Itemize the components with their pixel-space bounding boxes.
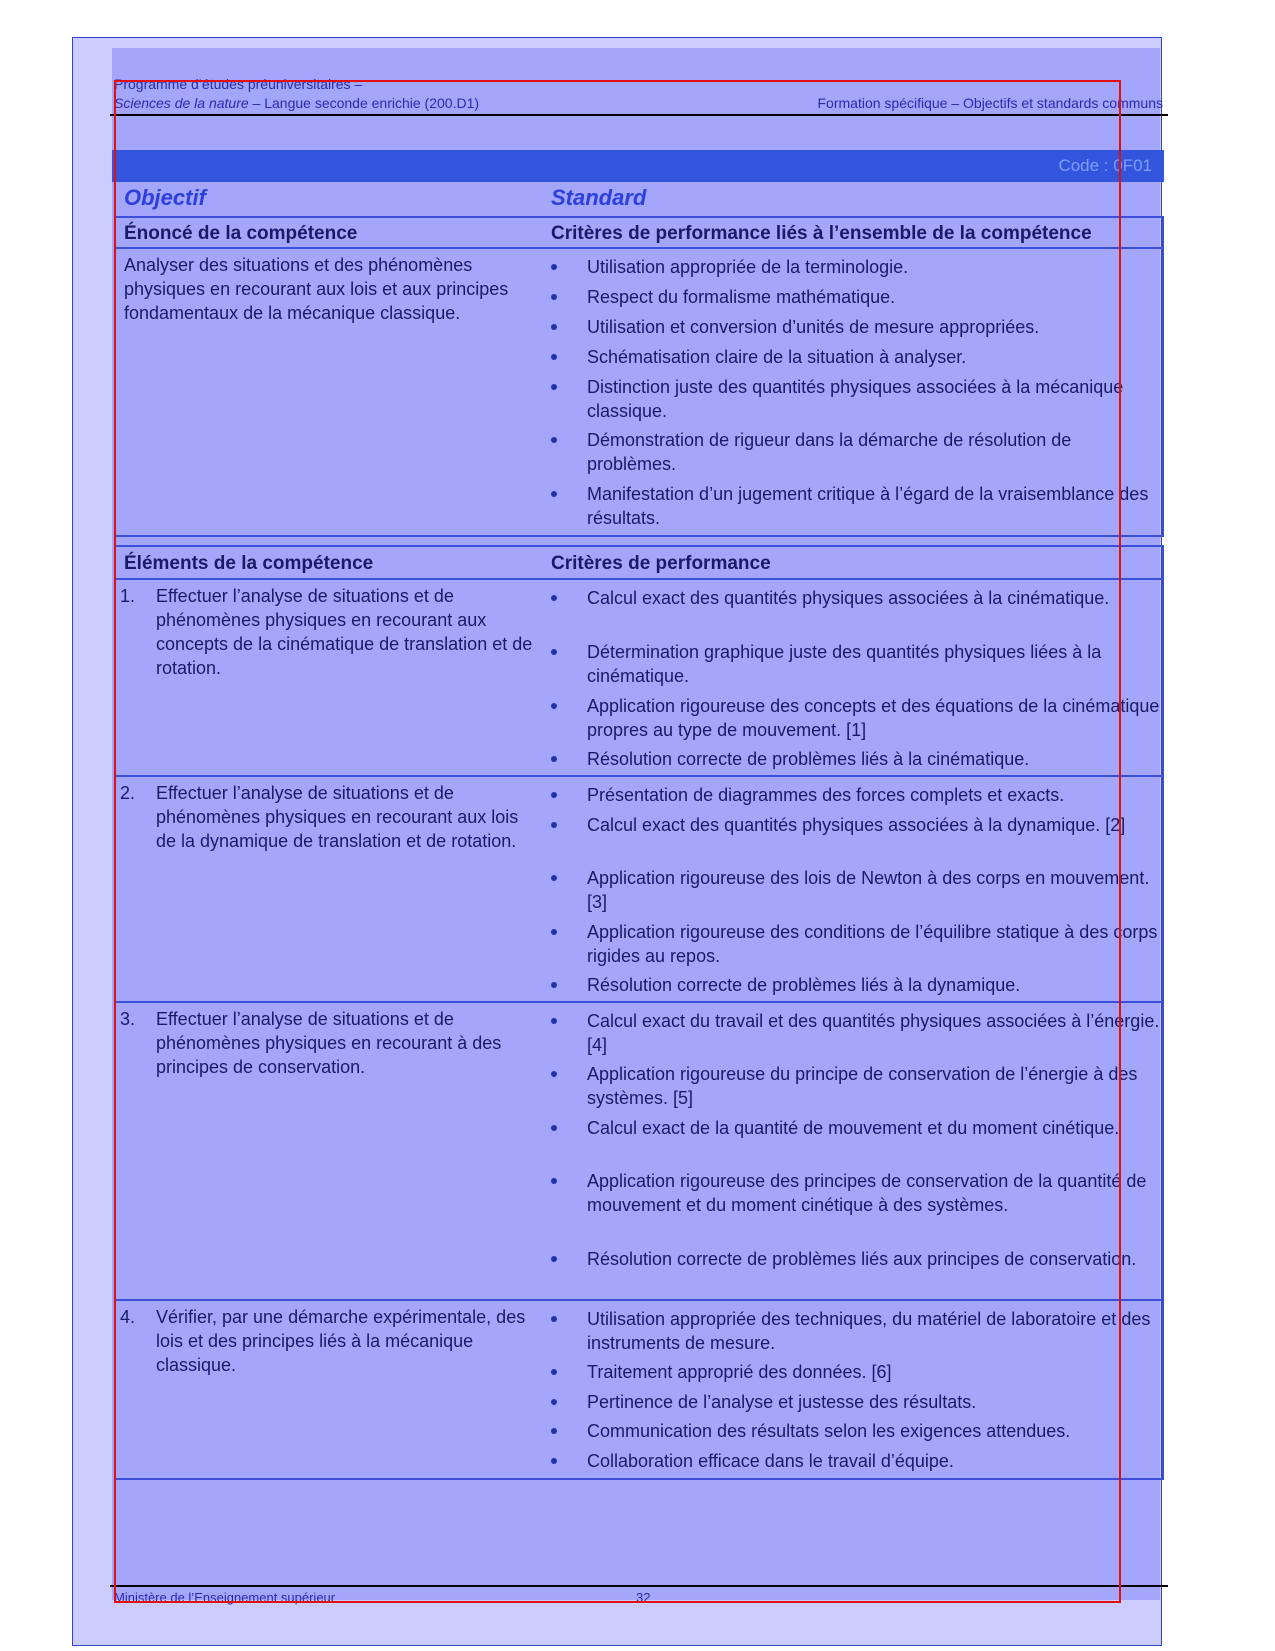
element-text: Vérifier, par une démarche expérimentale, des lois et des principes liés à la mécanique classique.: [156, 1307, 526, 1375]
criterion-text: Pertinence de l’analyse et justesse des résultats.: [587, 1392, 977, 1412]
objectif-title: Objectif: [124, 185, 206, 210]
bullet-icon: [551, 1256, 557, 1262]
competency-code: Code : 0F01: [1058, 156, 1152, 175]
header-program: Programme d’études préuniversitaires –: [114, 76, 363, 92]
element-text: Effectuer l’analyse de situations et de phénomènes physiques en recourant à des principes de conservation.: [156, 1009, 502, 1077]
competency-statement: Analyser des situations et des phénomènes physiques en recourant aux lois et aux principes fondamentaux de la mécanique classique.: [124, 255, 509, 323]
header-program-title: [114, 95, 479, 111]
bullet-icon: [551, 354, 557, 360]
row-divider: [114, 775, 1164, 777]
criterion-text: Communication des résultats selon les exigences attendues.: [587, 1421, 1071, 1441]
criterion-text: Manifestation d’un jugement critique à l’égard de la vraisemblance des résultats.: [587, 484, 1149, 528]
criterion-text: Application rigoureuse des conditions de l’équilibre statique à des corps rigides au repos.: [587, 922, 1158, 966]
criterion-text: Calcul exact du travail et des quantités physiques associées à l’énergie. [4]: [587, 1011, 1160, 1055]
bullet-icon: [551, 756, 557, 762]
criterion-text: Démonstration de rigueur dans la démarche de résolution de problèmes.: [587, 430, 1072, 474]
bullet-icon: [551, 1018, 557, 1024]
criterion-text: Application rigoureuse des concepts et des équations de la cinématique propres au type de mouvement. [1]: [587, 696, 1160, 740]
element-text: Effectuer l’analyse de situations et de phénomènes physiques en recourant aux lois de la dynamique de translation et de rotation.: [156, 783, 519, 851]
bullet-icon: [551, 1399, 557, 1405]
footer-rule: [110, 1585, 1168, 1587]
bullet-icon: [551, 264, 557, 270]
bullet-icon: [551, 1458, 557, 1464]
bullet-icon: [551, 294, 557, 300]
bullet-icon: [551, 1428, 557, 1434]
bullet-icon: [551, 595, 557, 601]
global-criteria-heading: Critères de performance liés à l’ensemble de la compétence: [551, 223, 1092, 244]
bullet-icon: [551, 324, 557, 330]
bullet-icon: [551, 875, 557, 881]
standard-title: Standard: [551, 185, 647, 210]
footer-ministry: Ministère de l’Enseignement supérieur: [114, 1590, 336, 1605]
element-number: 4.: [120, 1307, 136, 1327]
page-number: 32: [636, 1590, 651, 1605]
criterion-text: Calcul exact de la quantité de mouvement et du moment cinétique.: [587, 1118, 1120, 1138]
criterion-text: Présentation de diagrammes des forces complets et exacts.: [587, 785, 1065, 805]
elements-heading: Éléments de la compétence: [124, 553, 374, 574]
bullet-icon: [551, 649, 557, 655]
criterion-text: Résolution correcte de problèmes liés à la dynamique.: [587, 975, 1021, 995]
criterion-text: Application rigoureuse des principes de conservation de la quantité de mouvement et du moment cinétique à des systèmes.: [587, 1171, 1147, 1215]
criterion-text: Résolution correcte de problèmes liés à la cinématique.: [587, 749, 1030, 769]
code-bar: [112, 150, 1164, 182]
criterion-text: Résolution correcte de problèmes liés aux principes de conservation.: [587, 1249, 1137, 1269]
element-text: Effectuer l’analyse de situations et de phénomènes physiques en recourant aux concepts de la cinématique de translation et de rotation.: [156, 586, 533, 678]
element-number: 2.: [120, 783, 136, 803]
bullet-icon: [551, 929, 557, 935]
bullet-icon: [551, 437, 557, 443]
row-divider: [114, 247, 1164, 249]
criterion-text: Utilisation appropriée de la terminologie.: [587, 257, 909, 277]
criterion-text: Collaboration efficace dans le travail d’équipe.: [587, 1451, 954, 1471]
row-divider: [114, 578, 1164, 580]
criterion-text: Traitement approprié des données. [6]: [587, 1362, 892, 1382]
header-section: Formation spécifique – Objectifs et standards communs: [817, 95, 1163, 111]
bullet-icon: [551, 1178, 557, 1184]
bullet-icon: [551, 491, 557, 497]
criterion-text: Utilisation appropriée des techniques, du matériel de laboratoire et des instruments de mesure.: [587, 1309, 1151, 1353]
row-divider: [114, 1001, 1164, 1003]
criterion-text: Distinction juste des quantités physiques associées à la mécanique classique.: [587, 377, 1124, 421]
criterion-text: Application rigoureuse des lois de Newton à des corps en mouvement. [3]: [587, 868, 1150, 912]
bullet-icon: [551, 1369, 557, 1375]
bullet-icon: [551, 1125, 557, 1131]
criterion-text: Calcul exact des quantités physiques associées à la cinématique.: [587, 588, 1110, 608]
criteria-heading: Critères de performance: [551, 553, 771, 574]
header-rule: [110, 114, 1168, 116]
bullet-icon: [551, 982, 557, 988]
bullet-icon: [551, 384, 557, 390]
criterion-text: Utilisation et conversion d’unités de mesure appropriées.: [587, 317, 1040, 337]
bullet-icon: [551, 1316, 557, 1322]
bullet-icon: [551, 822, 557, 828]
criterion-text: Détermination graphique juste des quantités physiques liées à la cinématique.: [587, 642, 1102, 686]
criterion-text: Application rigoureuse du principe de conservation de l’énergie à des systèmes. [5]: [587, 1064, 1138, 1108]
bullet-icon: [551, 792, 557, 798]
criterion-text: Respect du formalisme mathématique.: [587, 287, 896, 307]
criterion-text: Calcul exact des quantités physiques associées à la dynamique. [2]: [587, 815, 1126, 835]
bullet-icon: [551, 1071, 557, 1077]
statement-heading: Énoncé de la compétence: [124, 223, 358, 244]
element-number: 3.: [120, 1009, 136, 1029]
criterion-text: Schématisation claire de la situation à analyser.: [587, 347, 967, 367]
row-divider: [114, 1299, 1164, 1301]
element-number: 1.: [120, 586, 136, 606]
header-program-rest: – Langue seconde enrichie (200.D1): [248, 95, 480, 111]
header-program-italic: Sciences de la nature: [114, 95, 249, 111]
bullet-icon: [551, 703, 557, 709]
